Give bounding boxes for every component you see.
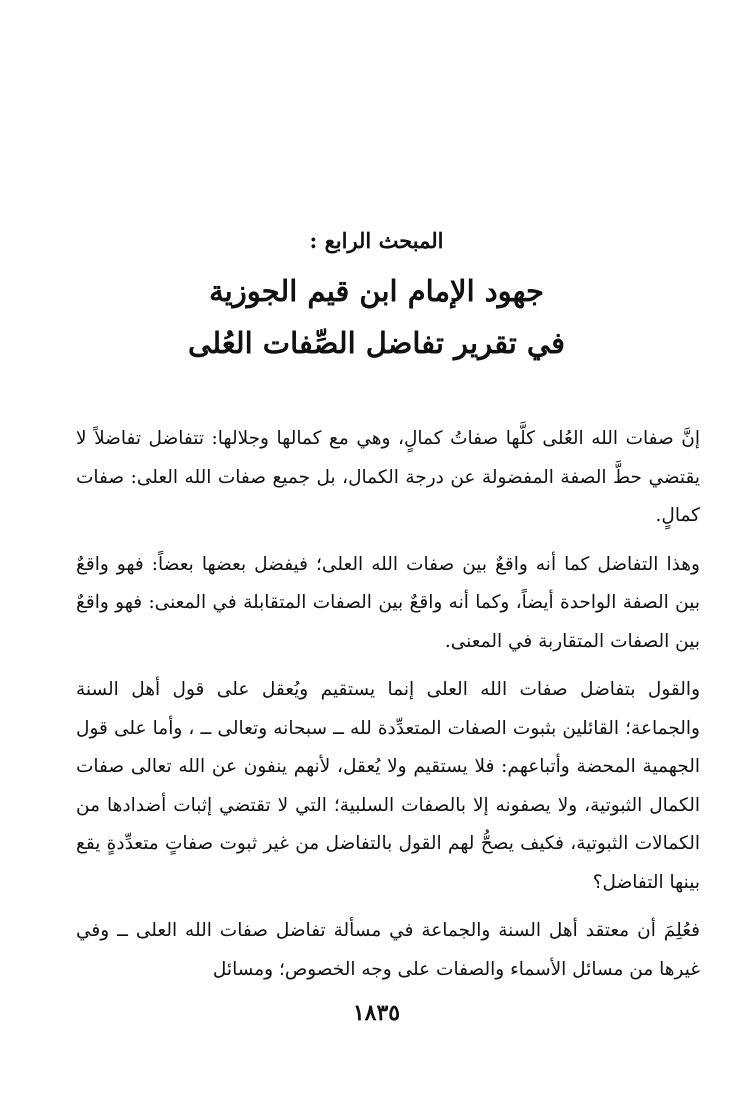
section-title-line-1: جهود الإمام ابن قيم الجوزية	[209, 274, 544, 308]
paragraph-4: فعُلِمَ أن معتقد أهل السنة والجماعة في مسألة تفاضل صفات الله العلى ــ وفي غيرها من مسائل الأسماء والصفات على وجه الخصوص؛ ومسائل	[76, 920, 700, 980]
paragraph-2: وهذا التفاضل كما أنه واقعٌ بين صفات الله العلى؛ فيفضل بعضها بعضاً: فهو واقعٌ بين الصفة الواحدة أيضاً، وكما أنه واقعٌ بين الصفات المتقابلة في المعنى: فهو واقعٌ بين الصفات المتقاربة في المعنى.	[76, 553, 700, 652]
body-text	[76, 420, 700, 999]
paragraph-3: والقول بتفاضل صفات الله العلى إنما يستقيم ويُعقل على قول أهل السنة والجماعة؛ القائلين بثبوت الصفات المتعدِّدة لله ــ سبحانه وتعالى ــ ، وأما على قول الجهمية المحضة وأتباعهم: فلا يستقيم ولا يُعقل، لأنهم ينفون عن الله تعالى صفات الكمال الثبوتية، ولا يصفونه إلا بالصفات السلبية؛ التي لا تقتضي إثبات أضدادها من الكمالات الثبوتية، فكيف يصحُّ لهم القول بالتفاضل من غير ثبوت صفاتٍ متعدِّدةٍ يقع بينها التفاضل؟	[76, 679, 700, 893]
paragraph-1: إنَّ صفات الله العُلى كلَّها صفاتُ كمالٍ، وهي مع كمالها وجلالها: تتفاضل تفاضلاً لا يقتضي حطَّ الصفة المفضولة عن درجة الكمال، بل جميع صفات الله العلى: صفات كمالٍ.	[76, 428, 700, 526]
section-title-line-2: في تقرير تفاضل الصِّفات العُلى	[188, 326, 565, 360]
section-label: المبحث الرابع :	[309, 228, 444, 253]
page-number: ١٨٣٥	[352, 1000, 401, 1026]
